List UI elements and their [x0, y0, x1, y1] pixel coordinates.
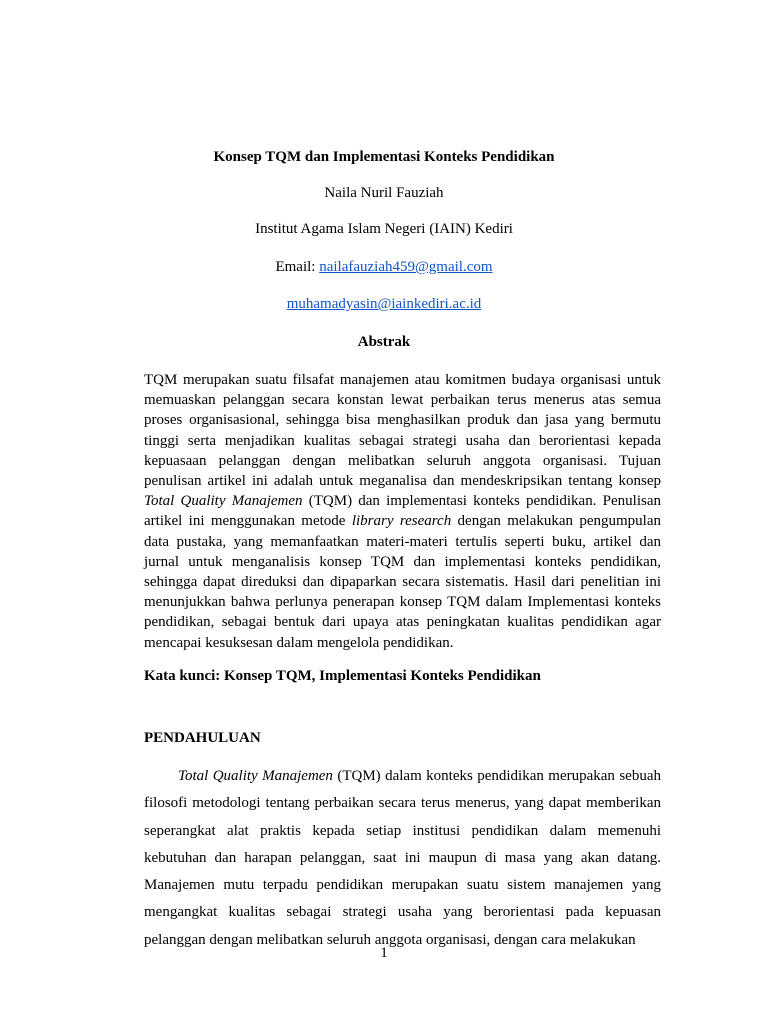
email-line-secondary: [0, 295, 768, 313]
intro-emphasis-tqm: Total Quality Manajemen: [178, 768, 333, 784]
section-heading-introduction: PENDAHULUAN: [144, 730, 261, 746]
paper-title: Konsep TQM dan Implementasi Konteks Pendidikan: [213, 149, 555, 165]
abstract-text-1: TQM merupakan suatu filsafat manajemen atau komitmen budaya organisasi untuk memuaskan pelanggan secara konstan lewat perbaikan terus menerus atas semua proses organisasional, sehingga bisa menghasilkan produk dan jasa yang bermutu tinggi serta menjadikan kualitas sebagai strategi usaha dan berorientasi kepada kepuasaan pelanggan dengan melibatkan seluruh anggota organisasi. Tujuan penulisan artikel ini adalah untuk meganalisa dan mendeskripsikan tentang konsep: [144, 372, 661, 490]
email-link-primary[interactable]: nailafauziah459@gmail.com: [319, 259, 493, 275]
introduction-paragraph: [144, 763, 661, 954]
abstract-emphasis-tqm: Total Quality Manajemen: [144, 493, 303, 510]
keywords: Kata kunci: Konsep TQM, Implementasi Konteks Pendidikan: [144, 668, 541, 684]
email-line: [0, 258, 768, 276]
abstract-heading: Abstrak: [357, 334, 411, 350]
author-name: Naila Nuril Fauziah: [324, 185, 444, 201]
page-number: 1: [380, 945, 388, 961]
abstract-text-2: (TQM) dan implementasi konteks pendidikan. Penulisan artikel ini menggunakan metode: [144, 493, 661, 530]
abstract-emphasis-method: library research: [351, 513, 452, 530]
abstract-text-3: dengan melakukan pengumpulan data pustaka, yang memanfaatkan materi-materi tertulis seperti buku, artikel dan jurnal untuk menganalisis konsep TQM dan implementasi konteks pendidikan, sehingga dapat direduksi dan dipaparkan secara sistematis. Hasil dari penelitian ini menunjukkan bahwa perlunya penerapan konsep TQM dalam Implementasi konteks pendidikan, sebagai bentuk dari upaya atas peningkatan kualitas pendidikan agar mencapai kesuksesan dalam mengelola pendidikan.: [144, 513, 661, 651]
abstract-body: [144, 370, 661, 653]
intro-text: (TQM) dalam konteks pendidikan merupakan sebuah filosofi metodologi tentang perbaikan secara terus menerus, yang dapat memberikan seperangkat alat praktis kepada setiap institusi pendidikan dalam memenuhi kebutuhan dan harapan pelanggan, saat ini maupun di masa yang akan datang. Manajemen mutu terpadu pendidikan merupakan suatu sistem manajemen yang mengangkat kualitas sebagai strategi usaha yang berorientasi pada kepuasan pelanggan dengan melibatkan seluruh anggota organisasi, dengan cara melakukan: [144, 768, 661, 948]
email-label: Email:: [275, 259, 320, 275]
author-affiliation: Institut Agama Islam Negeri (IAIN) Kediri: [255, 221, 513, 237]
email-link-secondary[interactable]: muhamadyasin@iainkediri.ac.id: [286, 296, 482, 312]
